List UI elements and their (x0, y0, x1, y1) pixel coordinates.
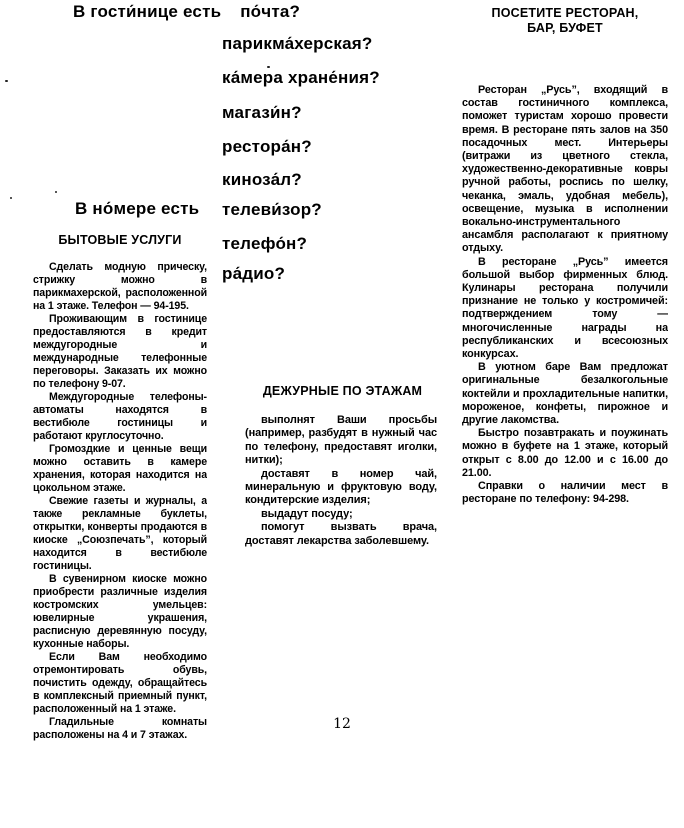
right-heading-line2: БАР, БУФЕТ (527, 21, 603, 35)
paragraph: В сувенирном киоске можно приобрести различные изделия костромских умельцев: ювелирные украшения, расписную деревянную посуду, кухонные наборы. (33, 573, 207, 650)
paragraph: В уютном баре Вам предложат оригинальные безалкогольные коктейли и прохладительные напитки, мороженое, конфеты, пирожное и другие лакомства. (462, 361, 668, 427)
paragraph: Сделать модную прическу, стрижку можно в парикмахерской, расположенной на 1 этаже. Телефон — 94-195. (33, 261, 207, 312)
phrase-item-radio: ра́дио? (222, 264, 286, 283)
paragraph: помогут вызвать врача, доставят лекарства заболевшему. (245, 521, 437, 547)
scan-noise-dot (267, 66, 270, 68)
phrase-room-intro: В но́мере есть (75, 199, 200, 218)
right-heading-line1: ПОСЕТИТЕ РЕСТОРАН, (491, 6, 639, 20)
paragraph: Свежие газеты и журналы, а также рекламные буклеты, открытки, конверты продаются в киоске „Союзпечать”, который находится в вестибюле гостиницы. (33, 495, 207, 572)
left-column-body (33, 261, 207, 823)
paragraph: Гладильные комнаты расположены на 4 и 7 этажах. (33, 716, 207, 741)
paragraph: Быстро позавтракать и поужинать можно в буфете на 1 этаже, который открыт с 8.00 до 12.00 и с 16.00 до 21.00. (462, 427, 668, 479)
paragraph: Ресторан „Русь”, входящий в состав гостиничного комплекса, поможет туристам хорошо провести время. В ресторане пять залов на 350 посадочных мест. Интерьеры (витражи из цветного стекла, художественно-декоративные ковры ручной работы, роспись по шелку, чеканка, эмаль, удобная мебель), освещение, музыка в исполнении вокально-инструментального ансамбля располагают к приятному отдыху. (462, 84, 668, 255)
page-number: 12 (333, 716, 351, 732)
paragraph: Громоздкие и ценные вещи можно оставить в камере хранения, которая находится на цокольном этаже. (33, 443, 207, 494)
right-column-body (462, 84, 668, 574)
phrase-item-parikmakherskaya: парикма́херская? (222, 34, 373, 53)
phrase-item-kamera-khraneniya: ка́мера хране́ния? (222, 68, 380, 87)
middle-column-body (245, 414, 437, 624)
paragraph: В ресторане „Русь” имеется большой выбор фирменных блюд. Кулинары ресторана получили признание не только у костромичей: подтверждением тому — многочисленные награды на республиканских и всесоюзных конкурсах. (462, 255, 668, 361)
phrase-item-kinozal: киноза́л? (222, 170, 302, 189)
phrase-item-pochta: по́чта? (240, 2, 301, 21)
phrase-item-magazin: магази́н? (222, 103, 302, 122)
left-column-heading: БЫТОВЫЕ УСЛУГИ (58, 233, 182, 247)
paragraph: Проживающим в гостинице предоставляются в кредит междугородные и международные телефонные переговоры. Заказать их можно по телефону 9-07. (33, 313, 207, 390)
paragraph: доставят в номер чай, минеральную и фруктовую воду, кондитерские изделия; (245, 467, 437, 507)
phrase-hotel-intro: В гости́нице есть (73, 2, 222, 21)
scan-noise-dot (5, 80, 8, 82)
phrase-item-telefon: телефо́н? (222, 234, 308, 253)
paragraph: Если Вам необходимо отремонтировать обувь, почистить одежду, обращайтесь в комплексный приемный пункт, расположенный на 1 этаже. (33, 651, 207, 715)
phrase-item-televizor: телеви́зор? (222, 200, 322, 219)
paragraph: выдадут посуду; (261, 507, 353, 520)
middle-column-heading: ДЕЖУРНЫЕ ПО ЭТАЖАМ (262, 384, 423, 398)
phrase-item-restoran: рестора́н? (222, 137, 312, 156)
scan-noise-dot (10, 197, 12, 199)
right-column-heading (462, 6, 668, 36)
scan-noise-dot (55, 191, 57, 193)
paragraph: Междугородные телефоны-автоматы находятся в вестибюле гостиницы и работают круглосуточно. (33, 391, 207, 442)
phrase-hotel-line (73, 2, 300, 22)
paragraph: Справки о наличии мест в ресторане по телефону: 94-298. (462, 480, 668, 506)
paragraph: выполнят Ваши просьбы (например, разбудят в нужный час по телефону, предоставят иголки, нитки); (245, 414, 437, 467)
